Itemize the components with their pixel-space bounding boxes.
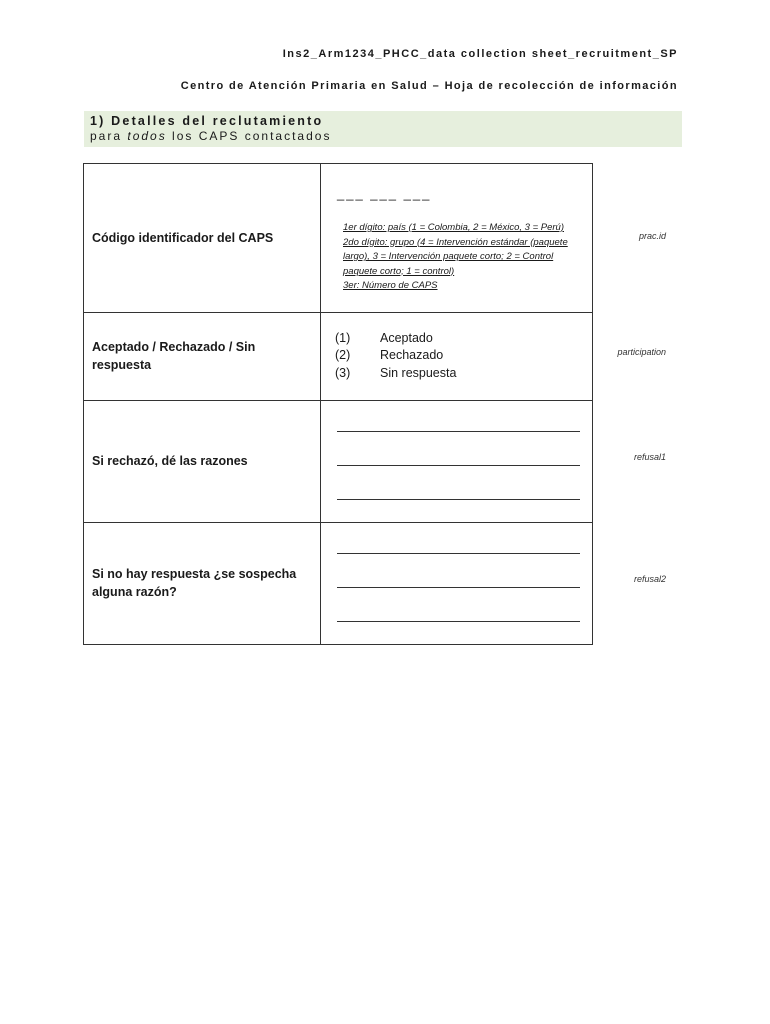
suspected-reason-label: Si no hay respuesta ¿se sospecha alguna razón? — [84, 522, 321, 644]
participation-field[interactable] — [321, 312, 593, 400]
recruitment-form-table — [83, 163, 593, 645]
caps-id-instructions: 1er dígito: país (1 = Colombia, 2 = México, 3 = Perú) 2do dígito: grupo (4 = Intervención estándar (paquete largo), 3 = Intervención paquete corto; 2 = Control paquete corto; 1 = control) 3er: Número de CAPS — [343, 222, 568, 291]
option-no-response[interactable]: (3) Sin respuesta — [335, 365, 457, 380]
participation-label: Aceptado / Rechazado / Sin respuesta — [84, 312, 321, 400]
answer-line[interactable] — [337, 620, 580, 622]
variable-name-refusal2: refusal2 — [633, 574, 666, 584]
caps-id-blanks[interactable]: ___ ___ ___ — [337, 186, 432, 201]
answer-line[interactable] — [337, 586, 580, 588]
answer-line[interactable] — [337, 464, 580, 466]
answer-line[interactable] — [337, 430, 580, 432]
variable-name-prac-id: prac.id — [638, 231, 666, 241]
answer-line[interactable] — [337, 552, 580, 554]
section-title: 1) Detalles del reclutamiento — [90, 114, 324, 128]
suspected-reason-field[interactable] — [321, 522, 593, 644]
answer-line[interactable] — [337, 498, 580, 500]
table-row — [84, 312, 593, 400]
document-id: Ins2_Arm1234_PHCC_data collection sheet_recruitment_SP — [282, 48, 678, 60]
document-subtitle: Centro de Atención Primaria en Salud – Hoja de recolección de información — [180, 80, 678, 92]
table-row — [84, 522, 593, 644]
refusal-reasons-label: Si rechazó, dé las razones — [84, 400, 321, 522]
option-rejected[interactable]: (2) Rechazado — [335, 348, 444, 363]
section-subtitle: para todos los CAPS contactados — [90, 129, 332, 143]
caps-id-label: Código identificador del CAPS — [84, 164, 321, 313]
section-header — [84, 111, 682, 147]
table-row — [84, 400, 593, 522]
variable-name-participation: participation — [617, 347, 666, 357]
option-accepted[interactable]: (1) Aceptado — [335, 330, 433, 345]
variable-name-refusal1: refusal1 — [633, 452, 666, 462]
refusal-reasons-field[interactable] — [321, 400, 593, 522]
caps-id-field[interactable] — [321, 164, 593, 313]
table-row — [84, 164, 593, 313]
